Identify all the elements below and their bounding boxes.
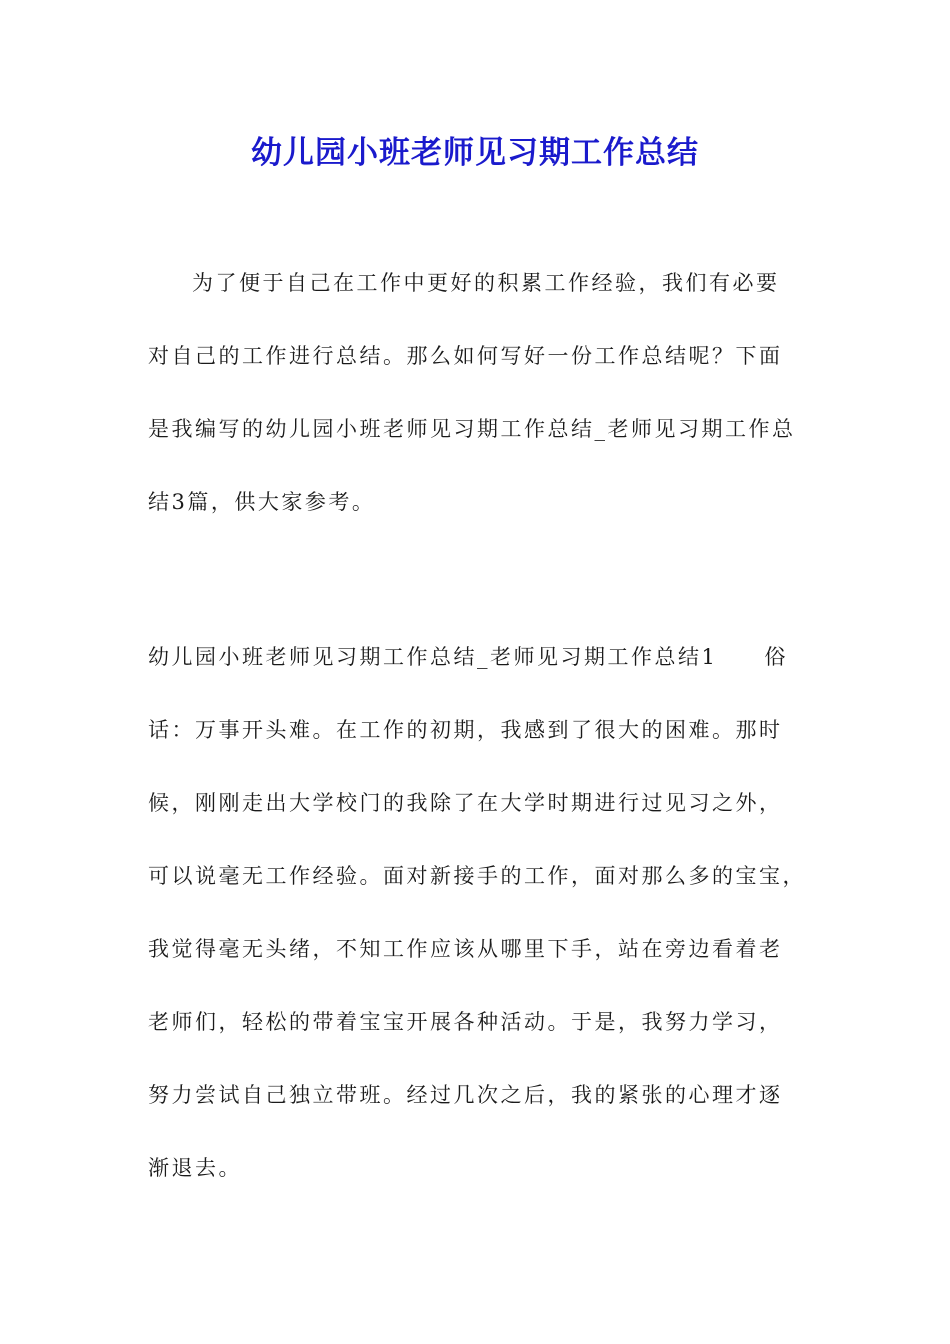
document-title: 幼儿园小班老师见习期工作总结 — [251, 135, 699, 171]
intro-line — [148, 247, 808, 320]
intro-paragraph — [148, 247, 808, 539]
intro-line: 对自己的工作进行总结。那么如何写好一份工作总结呢？下面 — [148, 344, 783, 368]
body-line: 可以说毫无工作经验。面对新接手的工作，面对那么多的宝宝， — [148, 864, 806, 888]
body-line: 幼儿园小班老师见习期工作总结_老师见习期工作总结1 俗 — [148, 645, 788, 669]
intro-line: 是我编写的幼儿园小班老师见习期工作总结_老师见习期工作总 — [148, 417, 796, 441]
body-paragraph — [148, 621, 808, 1205]
body-line: 话：万事开头难。在工作的初期，我感到了很大的困难。那时 — [148, 718, 783, 742]
body-line: 候，刚刚走出大学校门的我除了在大学时期进行过见习之外， — [148, 791, 783, 815]
body-line: 我觉得毫无头绪，不知工作应该从哪里下手，站在旁边看着老 — [148, 937, 783, 961]
intro-line-text: 为了便于自己在工作中更好的积累工作经验，我们有必要 — [192, 271, 780, 295]
body-line: 渐退去。 — [148, 1156, 242, 1180]
intro-line: 结3篇，供大家参考。 — [148, 490, 376, 514]
body-line: 努力尝试自己独立带班。经过几次之后，我的紧张的心理才逐 — [148, 1083, 783, 1107]
body-line: 老师们，轻松的带着宝宝开展各种活动。于是，我努力学习， — [148, 1010, 783, 1034]
